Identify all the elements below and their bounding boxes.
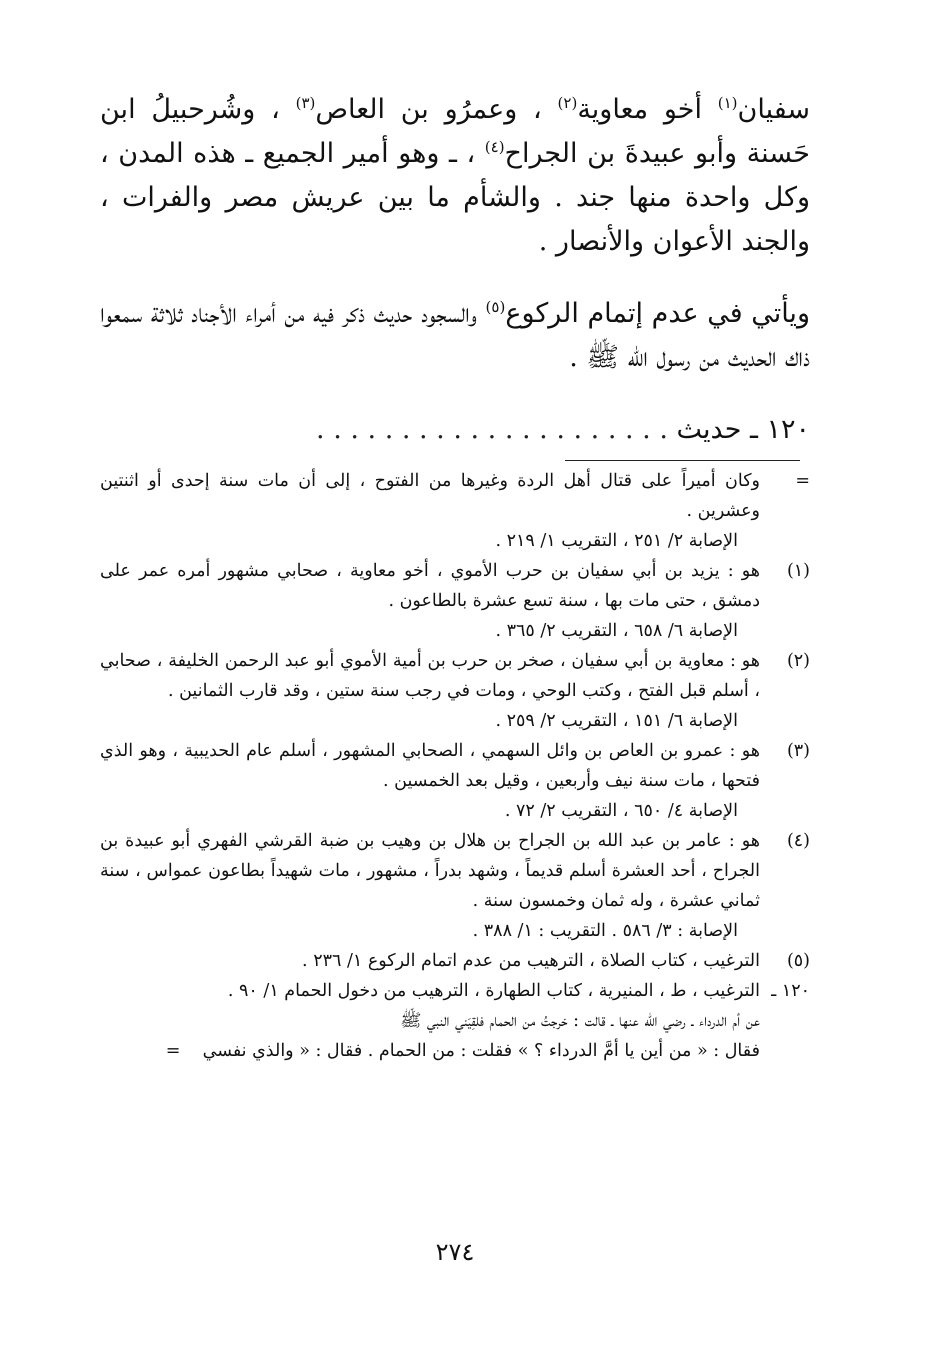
footnote-ref-1[interactable]: (١) (717, 94, 738, 112)
hadith-text-line-2-content: فقال : « من أين يا أمَّ الدرداء ؟ » فقلت : من الحمام . فقال : « والذي نفسي (202, 1041, 760, 1061)
footnote-reference: الإصابة ٦/ ١٥١ ، التقريب ٢/ ٢٥٩ . (495, 711, 738, 731)
text-run: ، وعمرُو بن العاص (315, 94, 558, 125)
footnote-text: وكان أميراً على قتال أهل الردة وغيرها من الفتوح ، إلى أن مات سنة إحدى أو اثنتين وعشرين . (100, 471, 760, 521)
footnote-ref-3[interactable]: (٣) (295, 94, 316, 112)
footnote-marker: (٥) (786, 951, 810, 971)
book-page (100, 0, 820, 1362)
footnote-text: هو : يزيد بن أبي سفيان بن حرب الأموي ، أخو معاوية ، صحابي مشهور أمره عمر على دمشق ، حتى مات بها ، سنة تسع عشرة بالطاعون . (100, 561, 760, 611)
footnote-continuation (100, 466, 810, 556)
hadith-heading-dots: . . . . . . . . . . . . . . . . . . . . . (316, 414, 668, 445)
footnote-text: هو : عامر بن عبد الله بن الجراح بن هلال بن وهيب بن ضبة القرشي الفهري أبو عبيدة بن الجراح ، أحد العشرة أسلم قديماً ، وشهد بدراً ، مشهور ، مات شهيداً بطاعون عمواس ، سنة ثماني عشرة ، وله ثمان وخمسون سنة . (100, 831, 760, 911)
footnote-marker: ١٢٠ ـ (771, 981, 810, 1001)
text-run: ، وشُرحبيلُ ابن حَسنة وأبو عبيدةَ بن الجراح (100, 94, 810, 169)
text-run: سفيان (737, 94, 810, 125)
footnote-marker: (٤) (786, 831, 810, 851)
footnote-marker: (٣) (786, 741, 810, 761)
footnote-marker: = (795, 471, 810, 491)
footnote-text: الترغيب ، ط ، المنيرية ، كتاب الطهارة ، الترهيب من دخول الحمام ١/ ٩٠ . (227, 981, 760, 1001)
footnote-marker: (١) (786, 561, 810, 581)
hadith-text-line-1: عن أم الدرداء ـ رضي الله عنها ـ قالت : خرجتُ من الحمام فلقِيَني النبي ﷺ (400, 1011, 760, 1031)
continuation-marker: = (165, 1041, 181, 1061)
footnote-4 (100, 826, 810, 946)
footnote-reference: الإصابة ٢/ ٢٥١ ، التقريب ١/ ٢١٩ . (495, 531, 738, 551)
footnote-reference: الإصابة : ٣/ ٥٨٦ . التقريب : ١/ ٣٨٨ . (472, 921, 738, 941)
footnote-ref-2[interactable]: (٢) (557, 94, 578, 112)
page-number: ٢٧٤ (435, 1238, 475, 1266)
footnote-1 (100, 556, 810, 646)
text-run: ويأتي في عدم إتمام الركوع (505, 298, 810, 329)
footnote-reference: الإصابة ٤/ ٦٥٠ ، التقريب ٢/ ٧٢ . (504, 801, 738, 821)
hadith-heading-title: ١٢٠ ـ حديث (676, 414, 810, 445)
hadith-120-note (100, 976, 810, 1066)
footnote-reference: الإصابة ٦/ ٦٥٨ ، التقريب ٢/ ٣٦٥ . (495, 621, 738, 641)
hadith-heading (100, 408, 810, 452)
main-paragraph-2 (100, 292, 810, 380)
hadith-text-line-2 (100, 1036, 760, 1066)
footnote-text: هو : عمرو بن العاص بن وائل السهمي ، الصحابي المشهور ، أسلم عام الحديبية ، وهو الذي فتحها ، مات سنة نيف وأربعين ، وقيل بعد الخمسين . (100, 741, 760, 791)
text-run: أخو معاوية (577, 94, 718, 125)
footnote-marker: (٢) (786, 651, 810, 671)
main-paragraph-1 (100, 88, 810, 264)
footnotes-section (100, 466, 810, 1066)
footnote-2 (100, 646, 810, 736)
footnote-3 (100, 736, 810, 826)
text-run: والسجود حديث ذكر فيه من أمراء الأجناد ثلاثة سمعوا ذاك الحديث من رسول الله ﷺ . (100, 298, 810, 373)
footnote-ref-5[interactable]: (٥) (485, 298, 506, 316)
footnote-5 (100, 946, 810, 976)
footnote-text: هو : معاوية بن أبي سفيان ، صخر بن حرب بن أمية الأموي أبو عبد الرحمن الخليفة ، صحابي ، أسلم قبل الفتح ، وكتب الوحي ، ومات في رجب سنة ستين ، وقد قارب الثمانين . (100, 651, 760, 701)
footnote-text: الترغيب ، كتاب الصلاة ، الترهيب من عدم اتمام الركوع ١/ ٢٣٦ . (302, 951, 760, 971)
footnote-ref-4[interactable]: (٤) (484, 138, 505, 156)
footnote-separator (565, 460, 800, 461)
text-run: ، ـ وهو أمير الجميع ـ هذه المدن ، وكل واحدة منها جند . والشأم ما بين عريش مصر والفرات ، والجند الأعوان والأنصار . (100, 138, 810, 257)
